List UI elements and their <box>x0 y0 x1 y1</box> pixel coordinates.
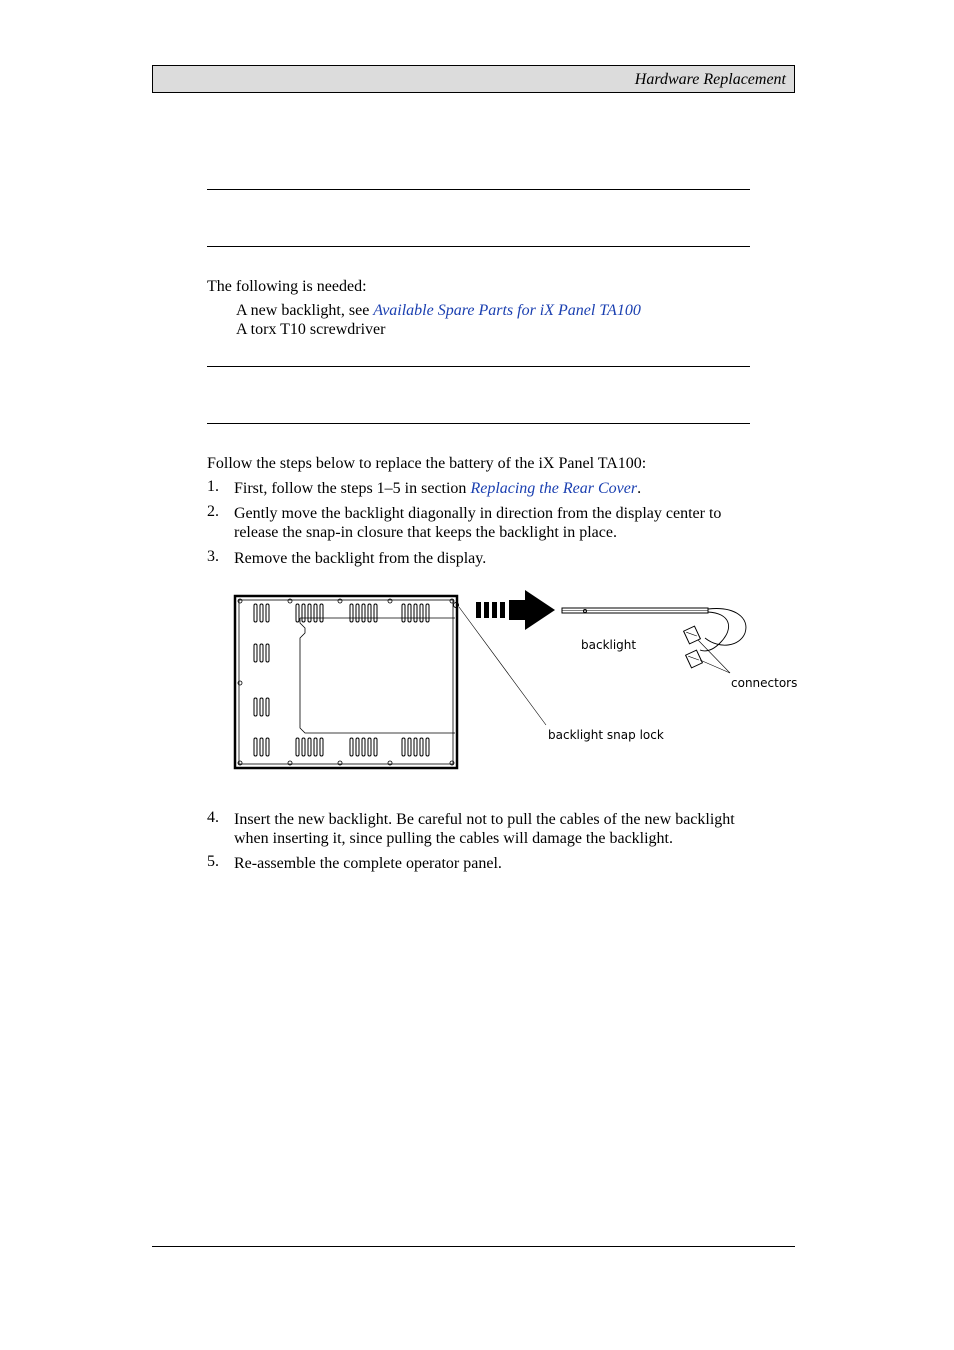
step-3-number: 3. <box>207 548 219 565</box>
needed-item-screwdriver: A torx T10 screwdriver <box>236 321 386 338</box>
step-2-number: 2. <box>207 503 219 520</box>
leader-lines <box>459 607 730 725</box>
needed-intro: The following is needed: <box>207 278 367 295</box>
footer-rule <box>152 1246 795 1247</box>
step-1-text <box>234 479 641 498</box>
backlight-figure <box>230 588 800 778</box>
section-rule-bottom-2 <box>207 423 750 424</box>
step-4-line-1: Insert the new backlight. Be careful not to pull the cables of the new backlight <box>234 811 735 828</box>
section-rule-top-2 <box>207 366 750 367</box>
label-backlight: backlight <box>581 638 637 652</box>
direction-arrow-icon <box>476 590 555 630</box>
step-5-number: 5. <box>207 853 219 870</box>
needed-item-backlight <box>236 301 641 320</box>
step-3-text: Remove the backlight from the display. <box>234 550 487 567</box>
display-panel-drawing <box>235 596 459 768</box>
spare-parts-link[interactable]: Available Spare Parts for iX Panel TA100 <box>373 302 641 319</box>
rear-cover-link[interactable]: Replacing the Rear Cover <box>470 480 638 497</box>
needed-item-text: A new backlight, see <box>236 302 374 319</box>
step-4-number: 4. <box>207 809 219 826</box>
section-rule-bottom-1 <box>207 246 750 247</box>
step-1-number: 1. <box>207 478 219 495</box>
procedure-intro: Follow the steps below to replace the battery of the iX Panel TA100: <box>207 455 647 472</box>
backlight-diagram <box>230 588 800 778</box>
step-1-suffix: . <box>637 480 642 497</box>
page-header <box>152 65 795 93</box>
step-2-line-2: release the snap-in closure that keeps the backlight in place. <box>234 524 617 541</box>
step-4-line-2: when inserting it, since pulling the cables will damage the backlight. <box>234 830 673 847</box>
section-rule-top-1 <box>207 189 750 190</box>
step-1-prefix: First, follow the steps 1–5 in section <box>234 480 471 497</box>
label-connectors: connectors <box>731 676 798 690</box>
header-title: Hardware Replacement <box>634 71 786 88</box>
label-snap-lock: backlight snap lock <box>548 728 664 742</box>
step-2-line-1: Gently move the backlight diagonally in direction from the display center to <box>234 505 722 522</box>
step-5-text: Re-assemble the complete operator panel. <box>234 855 502 872</box>
